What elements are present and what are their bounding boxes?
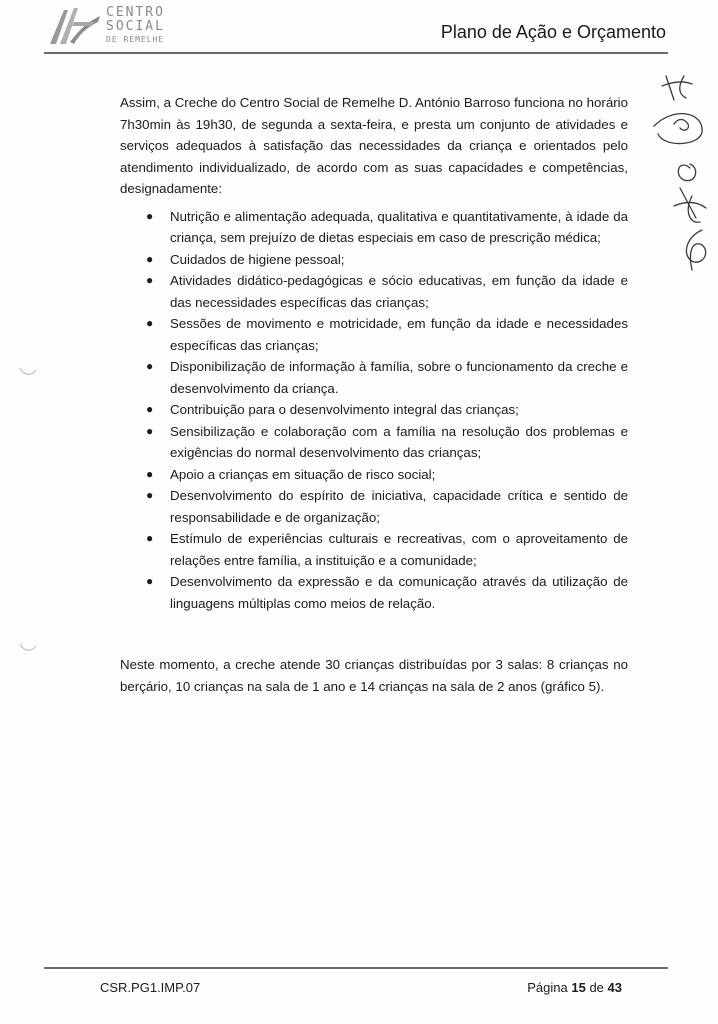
bullet-icon: ● (146, 273, 154, 287)
page-of: de (589, 980, 604, 995)
logo-line-3: DE REMELHE (106, 35, 165, 44)
bullet-icon: ● (146, 251, 154, 266)
list-item-text: Apoio a crianças em situação de risco social; (170, 466, 436, 482)
punch-hole-mark (18, 366, 38, 378)
list-item (120, 528, 628, 571)
list-item (120, 464, 628, 486)
list-item-text: Sessões de movimento e motricidade, em função da idade e necessidades específicas das crianças; (170, 316, 628, 353)
bullet-icon: ● (146, 316, 154, 330)
footer-divider (44, 967, 668, 969)
list-item-text: Desenvolvimento do espírito de iniciativa, capacidade crítica e sentido de responsabilidade e de organização; (170, 488, 628, 525)
intro-paragraph: Assim, a Creche do Centro Social de Remelhe D. António Barroso funciona no horário 7h30min às 19h30, de segunda a sexta-feira, e presta um conjunto de atividades e serviços adequados à satisfação das necessidades da criança e orientados pelo atendimento individualizado, de acordo com as suas capacidades e competências, designadamente: (120, 95, 628, 196)
page-prefix: Página (527, 980, 568, 995)
list-item-text: Desenvolvimento da expressão e da comunicação através da utilização de linguagens múltiplas como meios de relação. (170, 574, 628, 611)
logo-emblem-icon (44, 2, 104, 48)
bullet-icon: ● (146, 488, 154, 502)
handwritten-initials-signature (644, 72, 716, 282)
bullet-icon: ● (146, 423, 154, 438)
punch-hole-mark (18, 642, 38, 654)
list-item (120, 571, 628, 614)
page-total: 43 (607, 980, 622, 995)
list-item (120, 421, 628, 464)
list-item-text: Sensibilização e colaboração com a família na resolução dos problemas e exigências do normal desenvolvimento das crianças; (170, 423, 628, 460)
institution-logo (44, 2, 204, 48)
bullet-icon: ● (146, 574, 154, 588)
list-item (120, 399, 628, 421)
list-item (120, 356, 628, 399)
list-item-text: Disponibilização de informação à família, sobre o funcionamento da creche e desenvolvimento da criança. (170, 359, 628, 396)
services-list (120, 206, 628, 615)
list-item (120, 270, 628, 313)
document-title: Plano de Ação e Orçamento (440, 22, 666, 42)
bullet-icon: ● (146, 402, 154, 416)
list-item (120, 249, 628, 271)
logo-line-1: CENTRO (106, 5, 165, 20)
main-content (120, 92, 628, 614)
page-current: 15 (571, 980, 586, 995)
list-item (120, 313, 628, 356)
list-item (120, 485, 628, 528)
list-item-text: Estímulo de experiências culturais e recreativas, com o aproveitamento de relações entre família, a instituição e a comunidade; (170, 531, 628, 568)
list-item-text: Cuidados de higiene pessoal; (170, 251, 345, 267)
logo-line-2: SOCIAL (106, 19, 165, 34)
document-code: CSR.PG1.IMP.07 (100, 980, 201, 995)
bullet-icon: ● (146, 531, 154, 545)
closing-paragraph: Neste momento, a creche atende 30 crianças distribuídas por 3 salas: 8 crianças no berçário, 10 crianças na sala de 1 ano e 14 crianças na sala de 2 anos (gráfico 5). (120, 657, 628, 694)
bullet-icon: ● (146, 359, 154, 373)
bullet-icon: ● (146, 208, 154, 223)
list-item-text: Contribuição para o desenvolvimento integral das crianças; (170, 402, 519, 417)
list-item (120, 206, 628, 249)
list-item-text: Atividades didático-pedagógicas e sócio educativas, em função da idade e das necessidades específicas das crianças; (170, 273, 628, 310)
list-item-text: Nutrição e alimentação adequada, qualitativa e quantitativamente, à idade da criança, sem prejuízo de dietas especiais em caso de prescrição médica; (170, 208, 628, 245)
header-divider (44, 52, 668, 54)
bullet-icon: ● (146, 466, 154, 481)
page-number (527, 980, 622, 995)
